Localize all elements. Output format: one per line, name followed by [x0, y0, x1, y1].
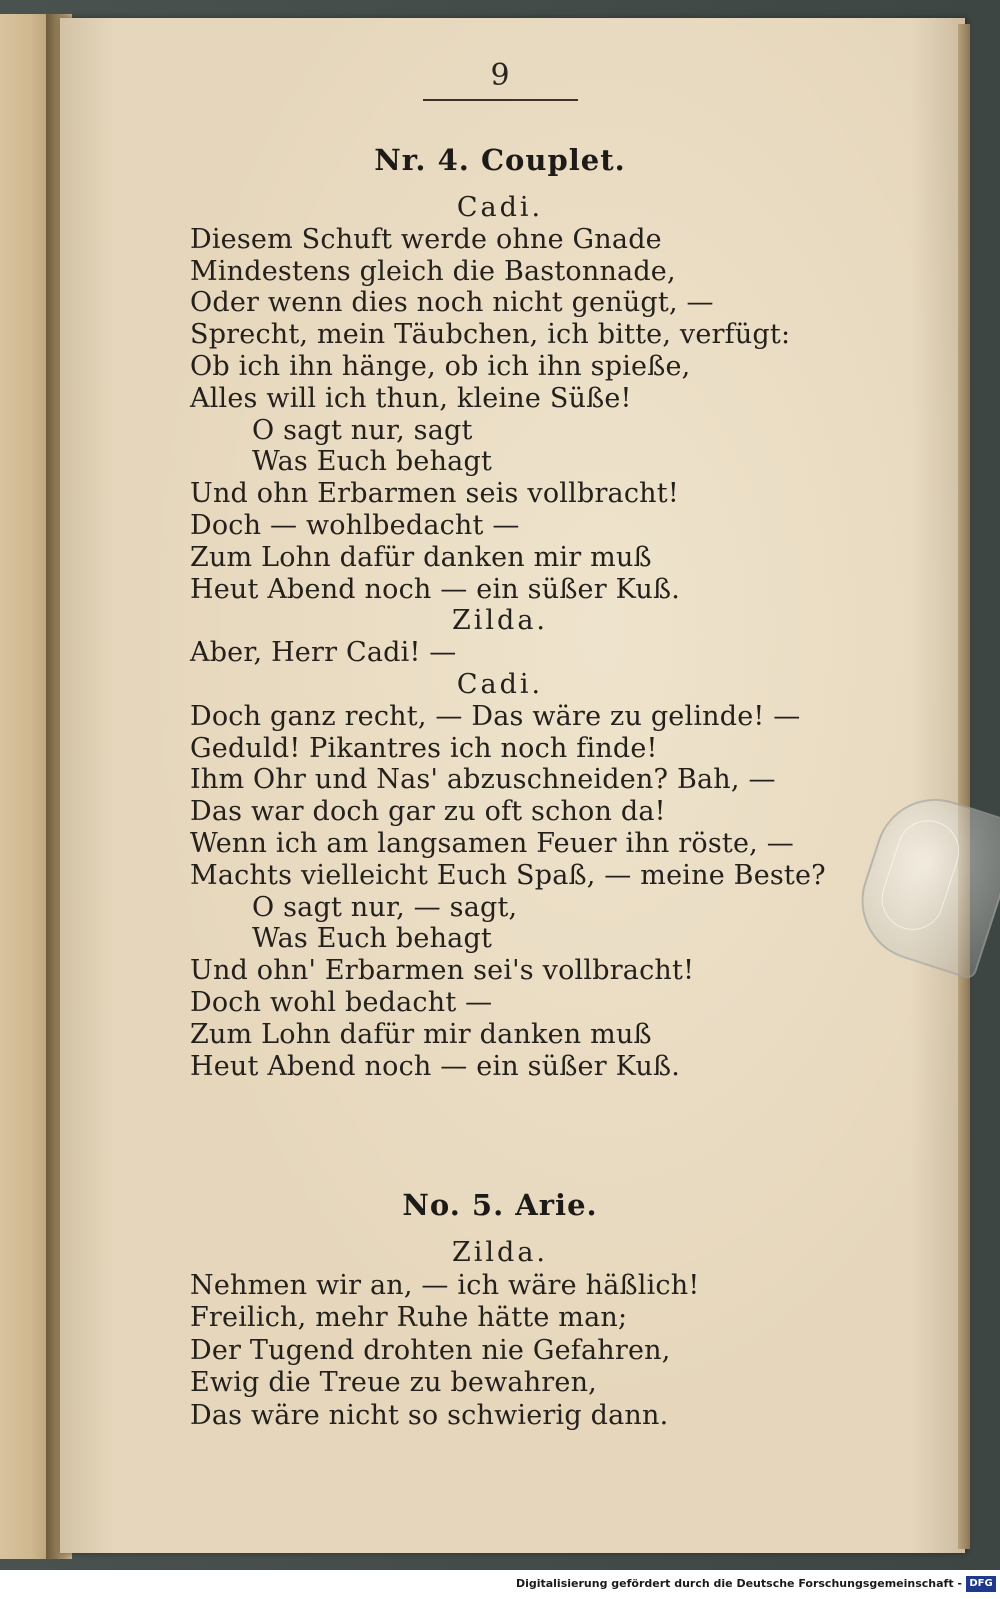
- verse-line: Geduld! Pikantres ich noch finde!: [190, 732, 658, 764]
- verse-line: Ihm Ohr und Nas' abzuschneiden? Bah, —: [190, 764, 776, 796]
- verse-line: Heut Abend noch — ein süßer Kuß.: [190, 573, 681, 605]
- verse-line: Doch ganz recht, — Das wäre zu gelinde! —: [190, 700, 801, 732]
- dfg-logo: DFG: [966, 1576, 996, 1592]
- verse-line: Das wäre nicht so schwierig dann.: [190, 1399, 669, 1431]
- section-title-arie: No. 5. Arie.: [402, 1188, 598, 1222]
- verse-line: O sagt nur, — sagt,: [252, 891, 518, 923]
- speaker-name: Zilda.: [452, 605, 548, 637]
- page-number: 9: [490, 58, 510, 93]
- verse-line: Zum Lohn dafür danken mir muß: [190, 541, 652, 573]
- verse-line: O sagt nur, sagt: [252, 414, 473, 446]
- footer-bar: [0, 1570, 1000, 1599]
- footer-credit: Digitalisierung gefördert durch die Deutsche Forschungsgemeinschaft -: [515, 1577, 962, 1590]
- verse-line: Nehmen wir an, — ich wäre häßlich!: [190, 1269, 700, 1301]
- page-edge-right: [958, 24, 970, 1549]
- verse-line: Was Euch behagt: [252, 923, 493, 955]
- verse-line: Das war doch gar zu oft schon da!: [190, 796, 666, 828]
- verse-line: Und ohn' Erbarmen sei's vollbracht!: [190, 955, 695, 987]
- verse-line: Zum Lohn dafür mir danken muß: [190, 1018, 652, 1050]
- verse-line: Der Tugend drohten nie Gefahren,: [190, 1334, 671, 1366]
- previous-page-edge: [0, 14, 52, 1559]
- verse-line: Ewig die Treue zu bewahren,: [190, 1367, 597, 1398]
- speaker-name: Zilda.: [452, 1237, 548, 1268]
- verse-line: Ob ich ihn hänge, ob ich ihn spieße,: [190, 351, 691, 382]
- verse-line: Diesem Schuft werde ohne Gnade: [190, 223, 662, 255]
- verse-line: Mindestens gleich die Bastonnade,: [190, 255, 676, 287]
- verse-line: Aber, Herr Cadi! —: [190, 637, 457, 669]
- verse-line: Und ohn Erbarmen seis vollbracht!: [190, 478, 679, 510]
- verse-line: Freilich, mehr Ruhe hätte man;: [190, 1302, 628, 1333]
- verse-line: Was Euch behagt: [252, 446, 493, 478]
- speaker-name: Cadi.: [456, 192, 544, 223]
- verse-line: Heut Abend noch — ein süßer Kuß.: [190, 1050, 681, 1082]
- verse-line: Machts vielleicht Euch Spaß, — meine Beste?: [190, 859, 826, 891]
- verse-line: Oder wenn dies noch nicht genügt, —: [190, 287, 714, 319]
- page-number-rule: [423, 99, 578, 101]
- verse-line: Wenn ich am langsamen Feuer ihn röste, —: [190, 828, 794, 859]
- speaker-name: Cadi.: [456, 669, 544, 700]
- verse-line: Alles will ich thun, kleine Süße!: [190, 382, 632, 414]
- verse-line: Sprecht, mein Täubchen, ich bitte, verfügt:: [190, 319, 791, 351]
- verse-line: Doch wohl bedacht —: [190, 987, 493, 1018]
- section-title-couplet: Nr. 4. Couplet.: [374, 143, 626, 177]
- verse-line: Doch — wohlbedacht —: [190, 510, 520, 541]
